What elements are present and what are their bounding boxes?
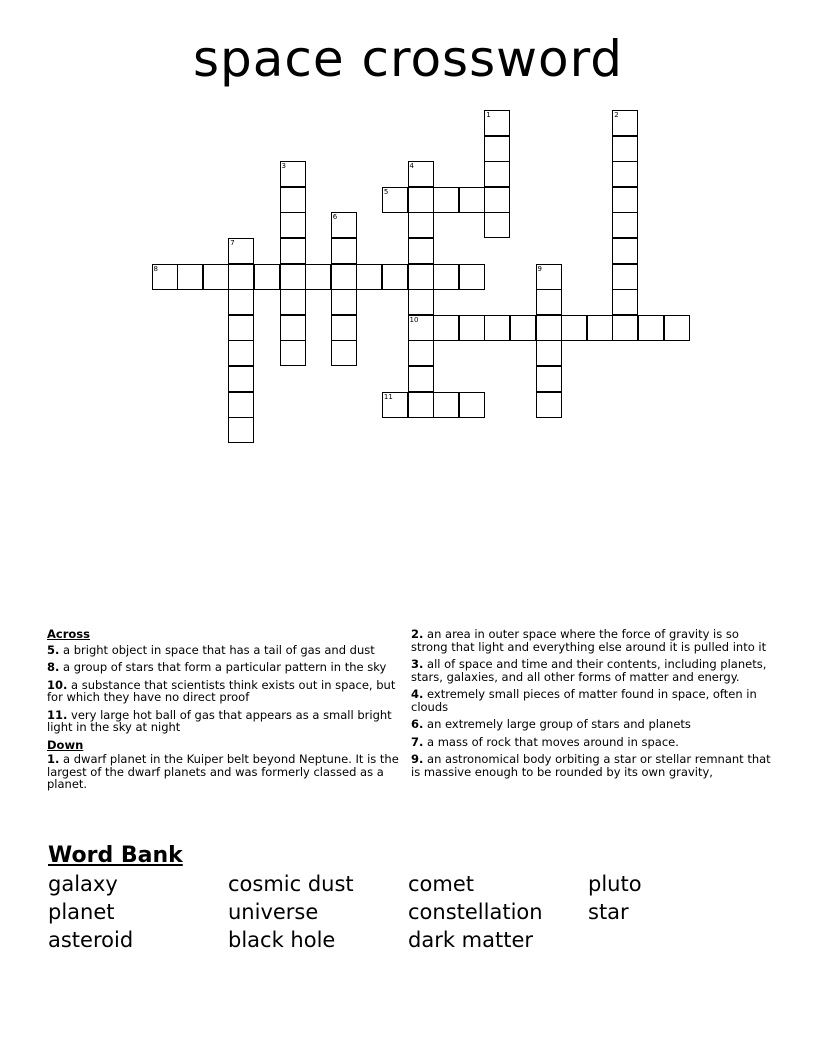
cell-number: 10 bbox=[409, 315, 419, 324]
crossword-cell[interactable] bbox=[433, 315, 459, 341]
clue-text: a mass of rock that moves around in space. bbox=[423, 734, 679, 749]
clue-number: 5. bbox=[47, 642, 60, 657]
crossword-cell[interactable] bbox=[612, 238, 638, 264]
crossword-cell[interactable] bbox=[280, 187, 306, 213]
clue-item bbox=[411, 753, 771, 778]
cell-number: 8 bbox=[153, 264, 158, 273]
crossword-cell[interactable] bbox=[228, 238, 254, 264]
clue-number: 10. bbox=[47, 677, 68, 692]
word-bank-item: star bbox=[588, 900, 629, 924]
word-bank-item: universe bbox=[228, 900, 319, 924]
clue-item bbox=[411, 688, 771, 713]
crossword-cell[interactable] bbox=[536, 340, 562, 366]
word-bank-item: dark matter bbox=[408, 928, 534, 952]
crossword-cell[interactable] bbox=[228, 392, 254, 418]
crossword-cell[interactable] bbox=[536, 289, 562, 315]
crossword-cell[interactable] bbox=[612, 315, 638, 341]
crossword-cell[interactable] bbox=[356, 264, 382, 290]
cell-number: 6 bbox=[332, 213, 338, 222]
crossword-cell[interactable] bbox=[228, 289, 254, 315]
word-bank-title: Word Bank bbox=[48, 843, 183, 868]
clue-number: 8. bbox=[47, 660, 60, 674]
crossword-cell[interactable] bbox=[510, 315, 536, 341]
crossword-cell[interactable] bbox=[536, 392, 562, 418]
crossword-cell[interactable] bbox=[561, 315, 587, 341]
word-bank-item: pluto bbox=[588, 872, 642, 896]
crossword-cell[interactable] bbox=[536, 264, 562, 290]
crossword-cell[interactable] bbox=[408, 264, 434, 290]
crossword-cell[interactable] bbox=[331, 289, 357, 315]
crossword-cell[interactable] bbox=[382, 187, 408, 213]
clue-number: 11. bbox=[47, 707, 68, 722]
crossword-cell[interactable] bbox=[612, 289, 638, 315]
clue-number: 7. bbox=[411, 734, 424, 749]
crossword-cell[interactable] bbox=[408, 238, 434, 264]
cell-number: 1 bbox=[486, 111, 491, 119]
down-clue-list-right bbox=[411, 628, 771, 778]
crossword-cell[interactable] bbox=[484, 136, 510, 162]
clue-item bbox=[411, 736, 771, 749]
clue-number: 6. bbox=[411, 717, 424, 731]
cell-number: 9 bbox=[537, 264, 542, 273]
crossword-cell[interactable] bbox=[228, 315, 254, 341]
across-heading: Across bbox=[47, 627, 90, 641]
crossword-cell[interactable] bbox=[408, 340, 434, 366]
clue-number: 9. bbox=[411, 752, 424, 766]
crossword-cell[interactable] bbox=[484, 315, 510, 341]
word-bank-item: planet bbox=[48, 900, 115, 924]
clue-item bbox=[47, 753, 399, 791]
word-bank-item: asteroid bbox=[48, 928, 134, 952]
crossword-cell[interactable] bbox=[331, 340, 357, 366]
crossword-cell[interactable] bbox=[408, 315, 434, 341]
cell-number: 7 bbox=[230, 239, 235, 247]
cell-number: 4 bbox=[409, 162, 414, 171]
crossword-cell[interactable] bbox=[484, 187, 510, 213]
down-heading: Down bbox=[47, 737, 84, 752]
clue-text: extremely small pieces of matter found in space, often in clouds bbox=[411, 687, 757, 714]
crossword-cell[interactable] bbox=[280, 264, 306, 290]
crossword-cell[interactable] bbox=[459, 187, 485, 213]
crossword-cell[interactable] bbox=[280, 161, 306, 187]
crossword-cell[interactable] bbox=[228, 366, 254, 392]
clue-number: 4. bbox=[411, 687, 424, 701]
crossword-cell[interactable] bbox=[484, 110, 510, 136]
crossword-cell[interactable] bbox=[254, 264, 280, 290]
crossword-cell[interactable] bbox=[459, 315, 485, 341]
clue-number: 3. bbox=[411, 657, 424, 671]
crossword-cell[interactable] bbox=[612, 264, 638, 290]
cell-number: 5 bbox=[383, 187, 389, 196]
crossword-cell[interactable] bbox=[484, 161, 510, 187]
crossword-cell[interactable] bbox=[228, 417, 254, 443]
clue-text: very large hot ball of gas that appears as a small bright light in the sky at night bbox=[47, 707, 392, 734]
crossword-cell[interactable] bbox=[382, 392, 408, 418]
clue-number: 1. bbox=[47, 752, 60, 766]
crossword-cell[interactable] bbox=[152, 264, 178, 290]
crossword-cell[interactable] bbox=[612, 187, 638, 213]
crossword-cell[interactable] bbox=[433, 392, 459, 418]
crossword-cell[interactable] bbox=[331, 238, 357, 264]
clue-item bbox=[47, 679, 399, 704]
crossword-cell[interactable] bbox=[536, 315, 562, 341]
crossword-cell[interactable] bbox=[612, 136, 638, 162]
crossword-cell[interactable] bbox=[484, 212, 510, 238]
crossword-cell[interactable] bbox=[228, 340, 254, 366]
crossword-cell[interactable] bbox=[408, 289, 434, 315]
clue-text: a dwarf planet in the Kuiper belt beyond Neptune. It is the largest of the dwarf planets and was formerly classed as a planet. bbox=[47, 752, 399, 791]
clues-right-column bbox=[411, 628, 771, 783]
crossword-cell[interactable] bbox=[587, 315, 613, 341]
crossword-cell[interactable] bbox=[459, 392, 485, 418]
crossword-cell[interactable] bbox=[280, 238, 306, 264]
clue-item bbox=[411, 718, 771, 731]
clue-item bbox=[411, 628, 771, 653]
crossword-cell[interactable] bbox=[664, 315, 690, 341]
crossword-cell[interactable] bbox=[408, 161, 434, 187]
word-bank-item: cosmic dust bbox=[228, 872, 354, 896]
clues-left-column bbox=[47, 628, 399, 796]
clue-item bbox=[47, 661, 399, 674]
crossword-cell[interactable] bbox=[382, 264, 408, 290]
crossword-cell[interactable] bbox=[203, 264, 229, 290]
crossword-cell[interactable] bbox=[408, 212, 434, 238]
cell-number: 2 bbox=[614, 111, 619, 119]
crossword-cell[interactable] bbox=[177, 264, 203, 290]
word-bank-item: galaxy bbox=[48, 872, 118, 896]
clue-item bbox=[47, 644, 399, 657]
clue-text: an area in outer space where the force of gravity is so strong that light and everything else around it is pulled into it bbox=[411, 627, 767, 654]
crossword-cell[interactable] bbox=[408, 392, 434, 418]
across-clue-list bbox=[47, 644, 399, 734]
crossword-cell[interactable] bbox=[433, 187, 459, 213]
crossword-cell[interactable] bbox=[280, 340, 306, 366]
crossword-cell[interactable] bbox=[331, 264, 357, 290]
clue-text: a group of stars that form a particular pattern in the sky bbox=[59, 660, 387, 674]
crossword-cell[interactable] bbox=[228, 264, 254, 290]
crossword-cell[interactable] bbox=[280, 289, 306, 315]
page-title: space crossword bbox=[192, 30, 624, 88]
crossword-cell[interactable] bbox=[331, 315, 357, 341]
crossword-cell[interactable] bbox=[408, 366, 434, 392]
crossword-cell[interactable] bbox=[331, 212, 357, 238]
word-bank-item: constellation bbox=[408, 900, 543, 924]
crossword-cell[interactable] bbox=[612, 161, 638, 187]
crossword-cell[interactable] bbox=[612, 110, 638, 136]
cell-number: 3 bbox=[281, 162, 286, 171]
crossword-cell[interactable] bbox=[305, 264, 331, 290]
clue-item bbox=[47, 709, 399, 734]
crossword-cell[interactable] bbox=[459, 264, 485, 290]
crossword-cell[interactable] bbox=[280, 212, 306, 238]
clue-text: a bright object in space that has a tail of gas and dust bbox=[59, 642, 375, 657]
crossword-cell[interactable] bbox=[280, 315, 306, 341]
clue-item bbox=[411, 658, 771, 683]
crossword-grid bbox=[0, 0, 816, 460]
word-bank-item: comet bbox=[408, 872, 475, 896]
word-bank-item: black hole bbox=[228, 928, 336, 952]
clue-text: an astronomical body orbiting a star or stellar remnant that is massive enough to be rounded by its own gravity, bbox=[411, 752, 771, 779]
clue-text: an extremely large group of stars and planets bbox=[423, 717, 691, 731]
crossword-cell[interactable] bbox=[638, 315, 664, 341]
crossword-cell[interactable] bbox=[433, 264, 459, 290]
clue-number: 2. bbox=[411, 627, 424, 641]
cell-number: 11 bbox=[383, 392, 393, 401]
clue-text: a substance that scientists think exists out in space, but for which they have no direct proof bbox=[47, 677, 396, 704]
word-bank bbox=[48, 872, 768, 956]
clue-text: all of space and time and their contents, including planets, stars, galaxies, and all other forms of matter and energy. bbox=[411, 657, 767, 684]
down-clue-list-left bbox=[47, 753, 399, 791]
crossword-cell[interactable] bbox=[612, 212, 638, 238]
crossword-cell[interactable] bbox=[536, 366, 562, 392]
crossword-cell[interactable] bbox=[408, 187, 434, 213]
